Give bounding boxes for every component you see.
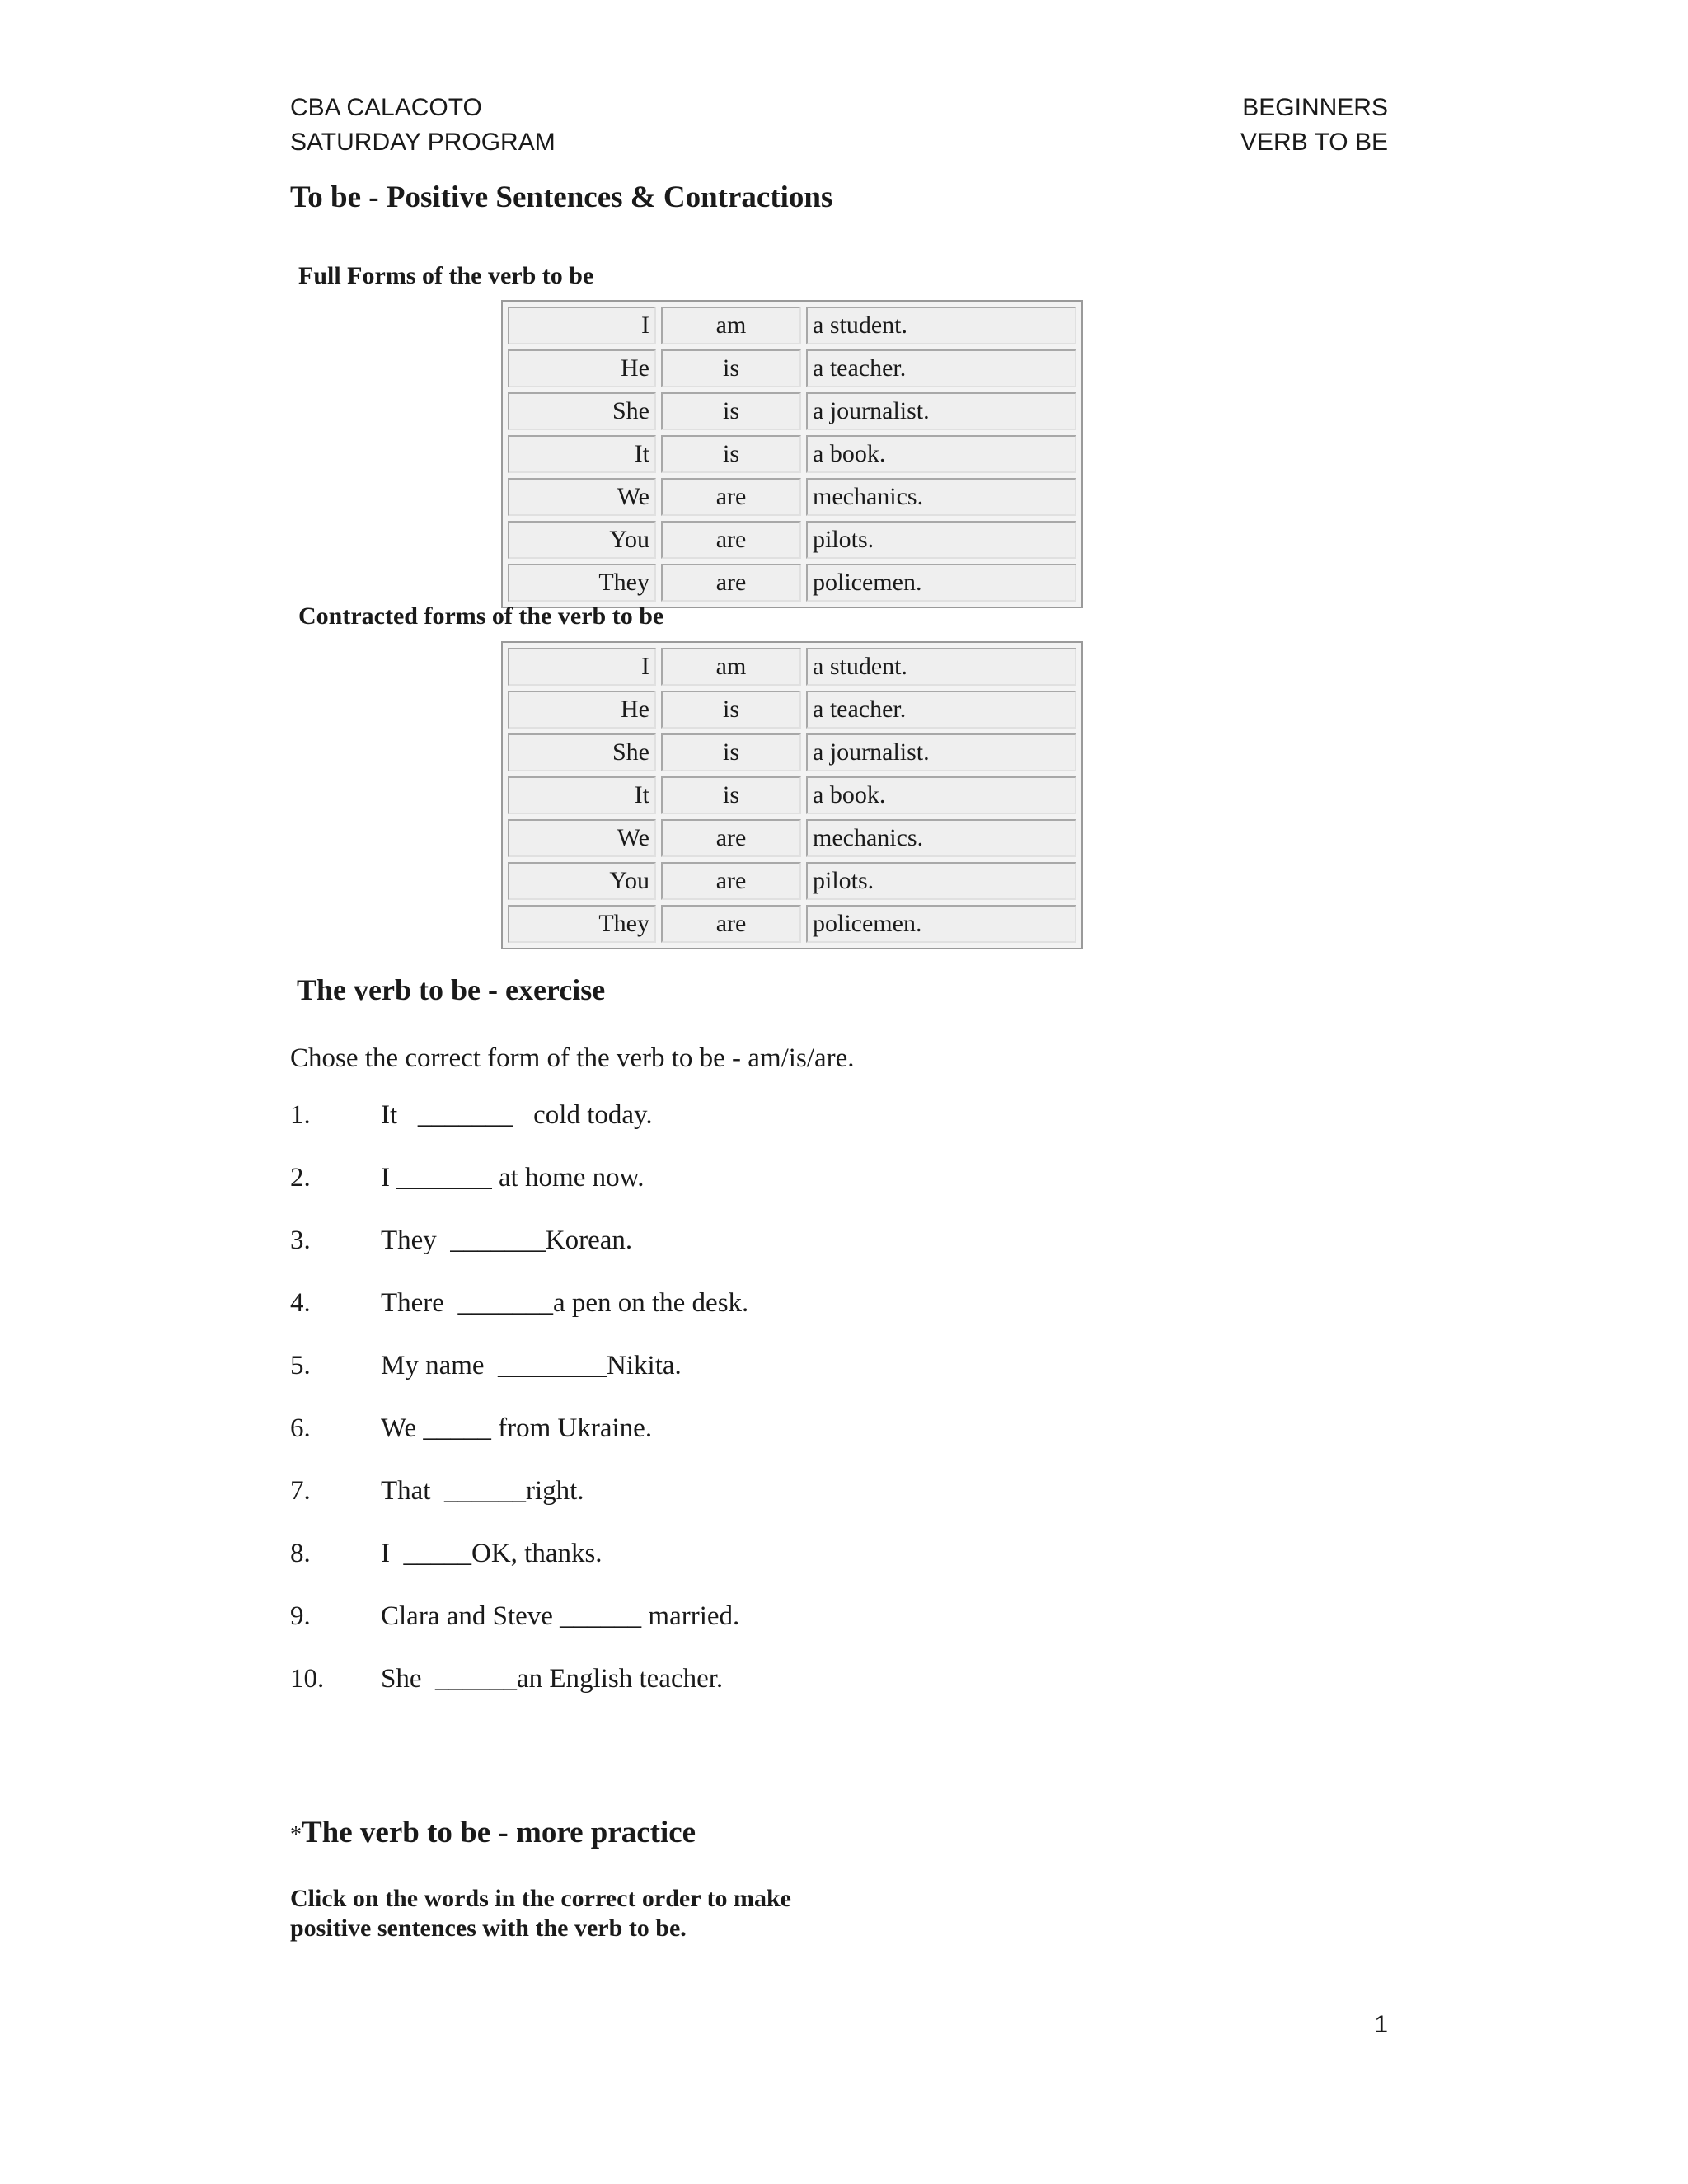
- complement-cell: pilots.: [806, 521, 1076, 559]
- exercise-number: 6.: [290, 1413, 311, 1443]
- verb-cell: are: [661, 862, 801, 900]
- complement-cell: a teacher.: [806, 691, 1076, 729]
- table-row: [508, 392, 1076, 430]
- exercise-item: [290, 1597, 739, 1635]
- exercise-sentence: I _______ at home now.: [381, 1163, 645, 1193]
- practice-instruction: Click on the words in the correct order to make positive sentences with the verb to be.: [290, 1885, 791, 1942]
- exercise-number: 9.: [290, 1601, 311, 1631]
- exercise-item: [290, 1472, 584, 1510]
- exercise-number: 1.: [290, 1100, 311, 1130]
- verb-cell: am: [661, 307, 801, 344]
- subject-cell: He: [508, 349, 656, 387]
- verb-cell: is: [661, 435, 801, 473]
- verb-cell: am: [661, 648, 801, 686]
- subject-cell: It: [508, 776, 656, 814]
- exercise-sentence: I _____OK, thanks.: [381, 1539, 603, 1568]
- complement-cell: a teacher.: [806, 349, 1076, 387]
- exercise-sentence: She ______an English teacher.: [381, 1664, 724, 1694]
- exercise-sentence: Clara and Steve ______ married.: [381, 1601, 740, 1631]
- table-row: [508, 691, 1076, 729]
- complement-cell: policemen.: [806, 564, 1076, 602]
- exercise-instruction: Chose the correct form of the verb to be - am/is/are.: [290, 1043, 855, 1073]
- subject-cell: You: [508, 521, 656, 559]
- subject-cell: We: [508, 478, 656, 516]
- subject-cell: He: [508, 691, 656, 729]
- table-row: [508, 435, 1076, 473]
- verb-cell: are: [661, 564, 801, 602]
- subject-cell: I: [508, 307, 656, 344]
- exercise-item: [290, 1159, 645, 1197]
- exercise-number: 4.: [290, 1288, 311, 1318]
- complement-cell: a student.: [806, 307, 1076, 344]
- subject-cell: She: [508, 392, 656, 430]
- subject-cell: It: [508, 435, 656, 473]
- complement-cell: mechanics.: [806, 819, 1076, 857]
- complement-cell: policemen.: [806, 905, 1076, 943]
- complement-cell: mechanics.: [806, 478, 1076, 516]
- contracted-forms-heading: Contracted forms of the verb to be: [298, 602, 664, 630]
- table-row: [508, 564, 1076, 602]
- exercise-item: [290, 1221, 632, 1259]
- exercise-sentence: They _______Korean.: [381, 1226, 633, 1255]
- subject-cell: We: [508, 819, 656, 857]
- verb-cell: are: [661, 521, 801, 559]
- verb-cell: is: [661, 349, 801, 387]
- verb-cell: is: [661, 733, 801, 771]
- school-name: CBA CALACOTO: [290, 94, 482, 121]
- subject-cell: They: [508, 905, 656, 943]
- exercise-item: [290, 1284, 748, 1322]
- exercise-item: [290, 1096, 653, 1134]
- exercise-number: 8.: [290, 1539, 311, 1568]
- practice-heading: [290, 1815, 696, 1850]
- contracted-forms-table: [501, 641, 1083, 949]
- subject-cell: You: [508, 862, 656, 900]
- verb-cell: is: [661, 691, 801, 729]
- exercise-item: [290, 1660, 723, 1698]
- table-row: [508, 819, 1076, 857]
- exercise-item: [290, 1409, 652, 1447]
- exercise-number: 7.: [290, 1476, 311, 1506]
- complement-cell: a book.: [806, 435, 1076, 473]
- table-row: [508, 648, 1076, 686]
- exercise-number: 2.: [290, 1163, 311, 1193]
- exercise-sentence: My name ________Nikita.: [381, 1351, 682, 1380]
- topic-name: VERB TO BE: [1240, 129, 1388, 156]
- level-name: BEGINNERS: [1242, 94, 1388, 121]
- table-row: [508, 478, 1076, 516]
- table-row: [508, 905, 1076, 943]
- exercise-number: 3.: [290, 1226, 311, 1255]
- exercise-item: [290, 1535, 603, 1572]
- verb-cell: are: [661, 478, 801, 516]
- subject-cell: They: [508, 564, 656, 602]
- practice-heading-text: The verb to be - more practice: [302, 1816, 696, 1849]
- exercise-sentence: We _____ from Ukraine.: [381, 1413, 653, 1443]
- exercise-number: 10.: [290, 1664, 325, 1694]
- complement-cell: a book.: [806, 776, 1076, 814]
- verb-cell: are: [661, 819, 801, 857]
- verb-cell: is: [661, 776, 801, 814]
- verb-cell: is: [661, 392, 801, 430]
- exercise-item: [290, 1347, 682, 1385]
- subject-cell: She: [508, 733, 656, 771]
- program-name: SATURDAY PROGRAM: [290, 129, 556, 156]
- table-row: [508, 521, 1076, 559]
- exercise-number: 5.: [290, 1351, 311, 1380]
- page-title: To be - Positive Sentences & Contractions: [290, 180, 833, 214]
- exercise-sentence: It _______ cold today.: [381, 1100, 653, 1130]
- table-row: [508, 349, 1076, 387]
- table-row: [508, 862, 1076, 900]
- full-forms-table: [501, 300, 1083, 608]
- table-row: [508, 776, 1076, 814]
- complement-cell: a journalist.: [806, 733, 1076, 771]
- table-row: [508, 307, 1076, 344]
- page-number: 1: [1374, 2011, 1388, 2038]
- verb-cell: are: [661, 905, 801, 943]
- full-forms-heading: Full Forms of the verb to be: [298, 262, 594, 289]
- complement-cell: a journalist.: [806, 392, 1076, 430]
- header-right: [1240, 91, 1388, 160]
- header-left: [290, 91, 556, 160]
- asterisk: *: [290, 1822, 302, 1848]
- exercise-heading: The verb to be - exercise: [297, 973, 606, 1006]
- exercise-sentence: That ______right.: [381, 1476, 584, 1506]
- exercise-sentence: There _______a pen on the desk.: [381, 1288, 749, 1318]
- table-row: [508, 733, 1076, 771]
- complement-cell: a student.: [806, 648, 1076, 686]
- subject-cell: I: [508, 648, 656, 686]
- complement-cell: pilots.: [806, 862, 1076, 900]
